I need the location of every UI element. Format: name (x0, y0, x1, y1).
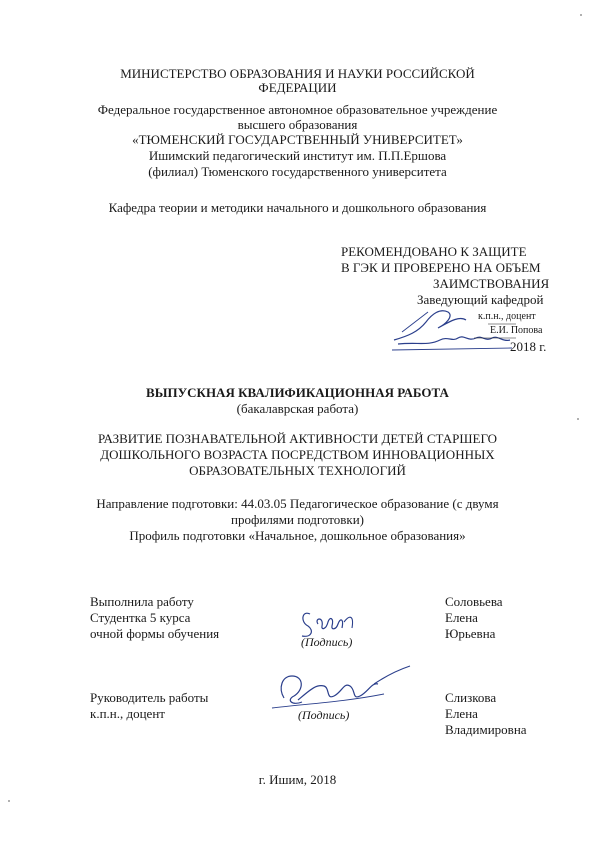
ministry-line: МИНИСТЕРСТВО ОБРАЗОВАНИЯ И НАУКИ РОССИЙСКОЙ (120, 66, 475, 81)
thesis-title-line-3: ОБРАЗОВАТЕЛЬНЫХ ТЕХНОЛОГИЙ (189, 463, 406, 478)
thesis-title-line-1: РАЗВИТИЕ ПОЗНАВАТЕЛЬНОЙ АКТИВНОСТИ ДЕТЕЙ СТАРШЕГО (97, 431, 498, 446)
approval-line-2: В ГЭК И ПРОВЕРЕНО НА ОБЪЕМ (341, 260, 541, 275)
branch-name: (филиал) Тюменского государственного университета (148, 164, 447, 179)
institution-type-line: Федеральное государственное автономное образовательное учреждение (97, 102, 498, 117)
direction-line-1: Направление подготовки: 44.03.05 Педагогическое образование (с двумя (96, 496, 499, 511)
head-of-department-label: Заведующий кафедрой (417, 292, 544, 307)
supervisor-signature-caption: (Подпись) (298, 708, 350, 722)
head-name: Е.И. Попова (490, 325, 543, 336)
student-patronymic: Юрьевна (445, 626, 496, 641)
supervisor-label-1: Руководитель работы (90, 690, 209, 705)
approval-line-3: ЗАИМСТВОВАНИЯ (433, 276, 550, 291)
supervisor-patronymic: Владимировна (445, 722, 527, 737)
ministry-line-2: ФЕДЕРАЦИИ (258, 80, 337, 95)
student-first-name: Елена (445, 610, 478, 625)
head-degree: к.п.н., доцент (478, 311, 536, 322)
student-surname: Соловьева (445, 594, 503, 609)
scan-speck (8, 800, 10, 802)
direction-line-2: профилями подготовки) (230, 512, 365, 527)
scan-speck (580, 14, 582, 16)
thesis-title-line-2: ДОШКОЛЬНОГО ВОЗРАСТА ПОСРЕДСТВОМ ИННОВАЦИОННЫХ (100, 447, 495, 462)
work-subtype: (бакалаврская работа) (236, 401, 359, 416)
university-name: «ТЮМЕНСКИЙ ГОСУДАРСТВЕННЫЙ УНИВЕРСИТЕТ» (132, 132, 463, 147)
profile-line: Профиль подготовки «Начальное, дошкольное образования» (129, 528, 466, 543)
institute-name: Ишимский педагогический институт им. П.П.Ершова (148, 148, 447, 163)
student-signature-caption: (Подпись) (301, 635, 353, 649)
department-name: Кафедра теории и методики начального и дошкольного образования (108, 200, 487, 215)
supervisor-label-2: к.п.н., доцент (90, 706, 165, 721)
approval-line-1: РЕКОМЕНДОВАНО К ЗАЩИТЕ (341, 244, 527, 259)
student-label-2: Студентка 5 курса (90, 610, 191, 625)
institution-type-line-2: высшего образования (237, 117, 358, 132)
approval-year: 2018 г. (510, 339, 547, 354)
student-label-3: очной формы обучения (90, 626, 220, 641)
student-label-1: Выполнила работу (90, 594, 194, 609)
scan-speck (577, 418, 579, 420)
city-year: г. Ишим, 2018 (258, 772, 337, 787)
head-signature (388, 302, 518, 354)
supervisor-surname: Слизкова (445, 690, 497, 705)
supervisor-first-name: Елена (445, 706, 478, 721)
work-type: ВЫПУСКНАЯ КВАЛИФИКАЦИОННАЯ РАБОТА (146, 385, 449, 400)
